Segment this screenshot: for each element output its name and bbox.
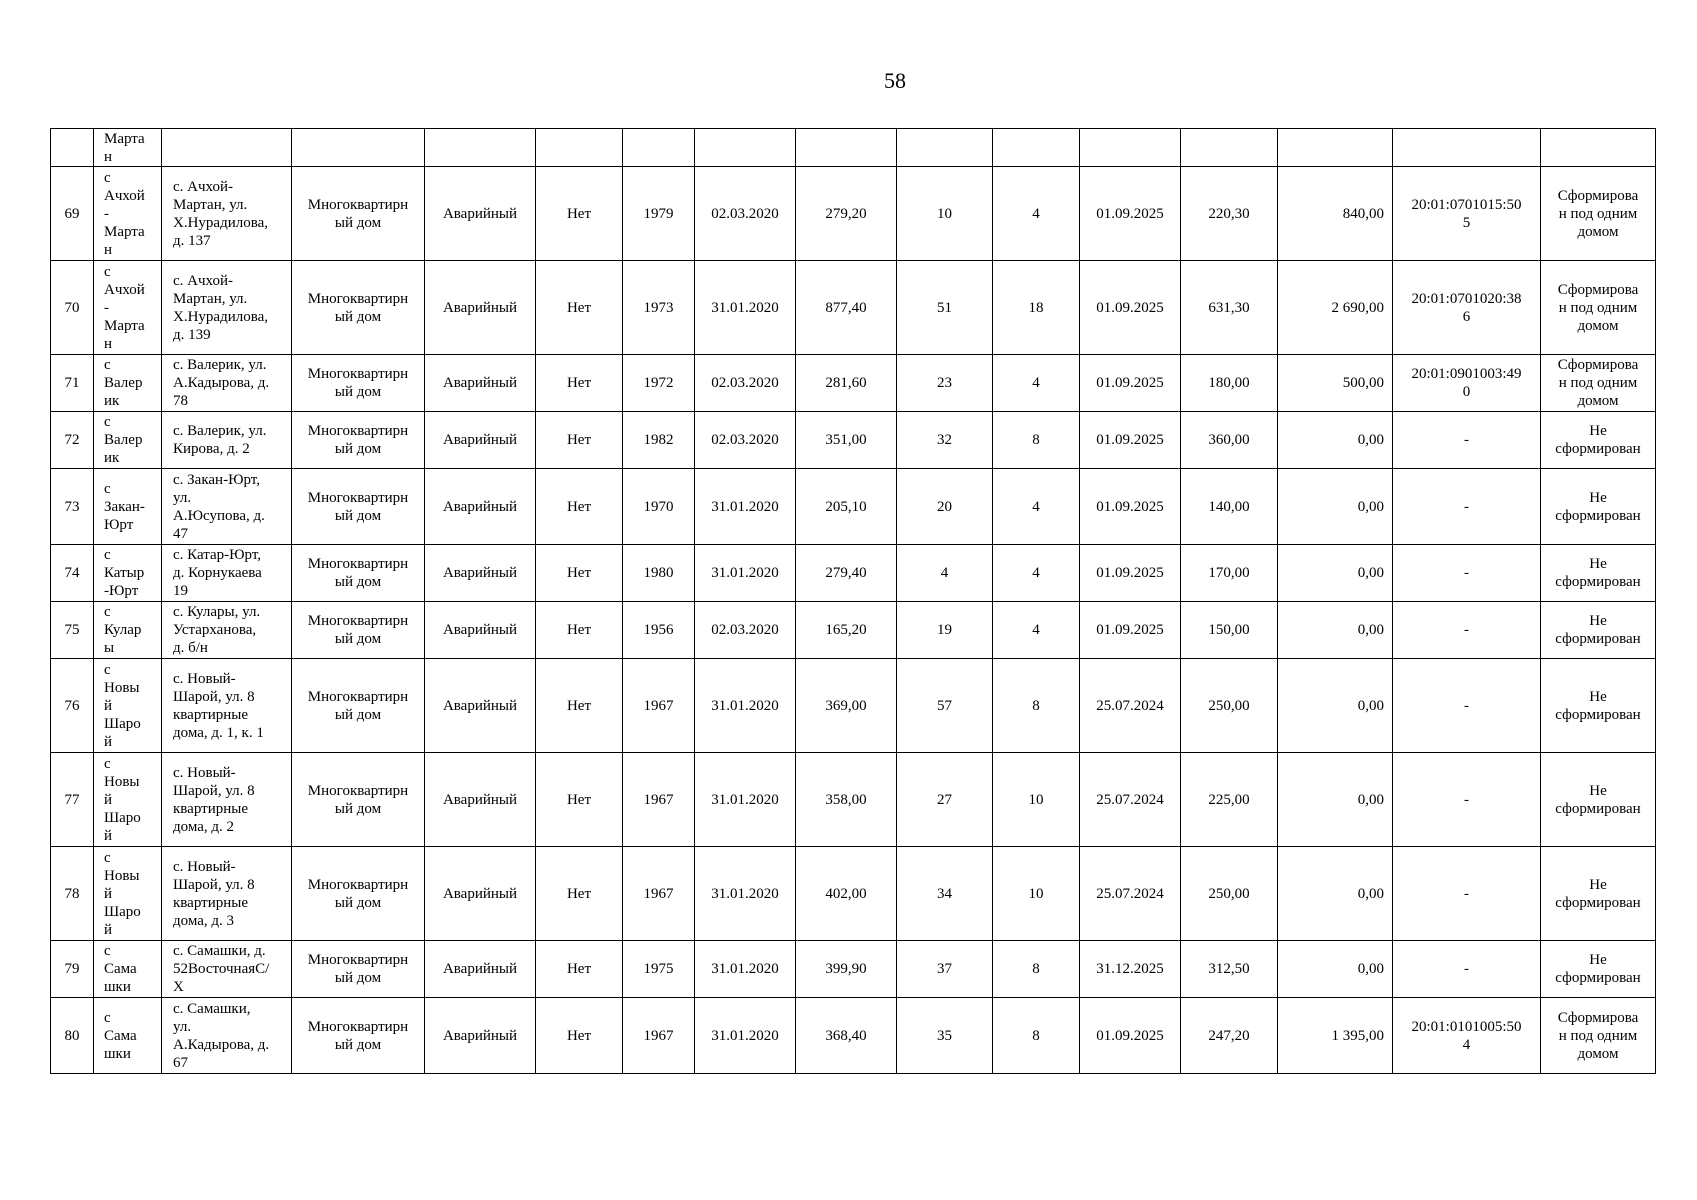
cell-formed (1541, 129, 1656, 167)
cell-address (162, 129, 292, 167)
cell-date: 31.01.2020 (695, 659, 796, 753)
cell-area2: 225,00 (1181, 753, 1278, 847)
cell-address: с. Самашки, д. 52ВосточнаяС/ Х (162, 941, 292, 998)
cell-type: Многоквартирн ый дом (292, 998, 425, 1074)
cell-status: Аварийный (425, 469, 536, 545)
cell-cadastral: 20:01:0701020:38 6 (1393, 261, 1541, 355)
cell-type: Многоквартирн ый дом (292, 659, 425, 753)
cell-status: Аварийный (425, 659, 536, 753)
cell-deadline: 25.07.2024 (1080, 847, 1181, 941)
cell-land: 0,00 (1278, 412, 1393, 469)
table-row (51, 941, 1656, 998)
table-row (51, 261, 1656, 355)
cell-flag: Нет (536, 469, 623, 545)
cell-date: 31.01.2020 (695, 998, 796, 1074)
cell-area2: 180,00 (1181, 355, 1278, 412)
cell-land: 0,00 (1278, 753, 1393, 847)
cell-status (425, 129, 536, 167)
cell-formed: Сформирова н под одним домом (1541, 167, 1656, 261)
cell-land: 2 690,00 (1278, 261, 1393, 355)
cell-number: 69 (51, 167, 94, 261)
cell-deadline: 25.07.2024 (1080, 659, 1181, 753)
cell-cadastral: - (1393, 602, 1541, 659)
cell-apartments: 4 (993, 355, 1080, 412)
cell-cadastral: - (1393, 469, 1541, 545)
cell-date: 31.01.2020 (695, 261, 796, 355)
cell-land: 1 395,00 (1278, 998, 1393, 1074)
cell-status: Аварийный (425, 412, 536, 469)
cell-land: 840,00 (1278, 167, 1393, 261)
cell-formed: Сформирова н под одним домом (1541, 998, 1656, 1074)
cell-formed: Сформирова н под одним домом (1541, 261, 1656, 355)
cell-area2: 250,00 (1181, 659, 1278, 753)
table-row (51, 847, 1656, 941)
cell-settlement: с Сама шки (94, 998, 162, 1074)
cell-flag: Нет (536, 412, 623, 469)
cell-number: 77 (51, 753, 94, 847)
cell-flag: Нет (536, 753, 623, 847)
cell-deadline: 01.09.2025 (1080, 355, 1181, 412)
cell-number: 75 (51, 602, 94, 659)
cell-land: 0,00 (1278, 941, 1393, 998)
cell-area: 877,40 (796, 261, 897, 355)
cell-apartments: 4 (993, 469, 1080, 545)
cell-flag: Нет (536, 261, 623, 355)
cell-cadastral (1393, 129, 1541, 167)
cell-area2: 247,20 (1181, 998, 1278, 1074)
cell-apartments (993, 129, 1080, 167)
cell-settlement: с Кулар ы (94, 602, 162, 659)
cell-status: Аварийный (425, 602, 536, 659)
cell-settlement: с Новы й Шаро й (94, 753, 162, 847)
cell-number (51, 129, 94, 167)
cell-area2: 312,50 (1181, 941, 1278, 998)
cell-settlement: с Ачхой - Марта н (94, 261, 162, 355)
cell-number: 78 (51, 847, 94, 941)
cell-flag: Нет (536, 545, 623, 602)
cell-year: 1970 (623, 469, 695, 545)
cell-cadastral: - (1393, 545, 1541, 602)
cell-deadline: 01.09.2025 (1080, 602, 1181, 659)
cell-deadline: 01.09.2025 (1080, 167, 1181, 261)
cell-cadastral: - (1393, 847, 1541, 941)
cell-residents: 10 (897, 167, 993, 261)
cell-residents: 35 (897, 998, 993, 1074)
cell-cadastral: 20:01:0101005:50 4 (1393, 998, 1541, 1074)
cell-date: 02.03.2020 (695, 412, 796, 469)
cell-land: 0,00 (1278, 545, 1393, 602)
cell-status: Аварийный (425, 941, 536, 998)
cell-year: 1979 (623, 167, 695, 261)
cell-type (292, 129, 425, 167)
cell-date (695, 129, 796, 167)
table-row (51, 659, 1656, 753)
cell-land: 0,00 (1278, 469, 1393, 545)
cell-residents: 20 (897, 469, 993, 545)
cell-number: 70 (51, 261, 94, 355)
cell-deadline: 01.09.2025 (1080, 261, 1181, 355)
cell-number: 71 (51, 355, 94, 412)
cell-year (623, 129, 695, 167)
cell-settlement: с Ачхой - Марта н (94, 167, 162, 261)
cell-number: 74 (51, 545, 94, 602)
cell-residents: 19 (897, 602, 993, 659)
cell-apartments: 8 (993, 412, 1080, 469)
cell-flag: Нет (536, 602, 623, 659)
cell-address: с. Ачхой- Мартан, ул. Х.Нурадилова, д. 137 (162, 167, 292, 261)
cell-area: 281,60 (796, 355, 897, 412)
cell-area2: 150,00 (1181, 602, 1278, 659)
cell-settlement: с Валер ик (94, 355, 162, 412)
cell-type: Многоквартирн ый дом (292, 412, 425, 469)
cell-residents: 57 (897, 659, 993, 753)
cell-type: Многоквартирн ый дом (292, 469, 425, 545)
page-number: 58 (884, 68, 906, 93)
cell-year: 1967 (623, 753, 695, 847)
cell-area2: 250,00 (1181, 847, 1278, 941)
cell-flag (536, 129, 623, 167)
cell-address: с. Кулары, ул. Устарханова, д. б/н (162, 602, 292, 659)
cell-area: 279,20 (796, 167, 897, 261)
cell-area2: 220,30 (1181, 167, 1278, 261)
cell-flag: Нет (536, 847, 623, 941)
cell-date: 31.01.2020 (695, 941, 796, 998)
cell-residents (897, 129, 993, 167)
cell-residents: 27 (897, 753, 993, 847)
table-row (51, 998, 1656, 1074)
cell-flag: Нет (536, 941, 623, 998)
cell-area2: 170,00 (1181, 545, 1278, 602)
cell-formed: Не сформирован (1541, 412, 1656, 469)
cell-deadline: 01.09.2025 (1080, 998, 1181, 1074)
cell-land (1278, 129, 1393, 167)
cell-date: 02.03.2020 (695, 167, 796, 261)
cell-formed: Не сформирован (1541, 847, 1656, 941)
cell-year: 1975 (623, 941, 695, 998)
cell-number: 73 (51, 469, 94, 545)
cell-year: 1973 (623, 261, 695, 355)
cell-apartments: 4 (993, 545, 1080, 602)
cell-residents: 23 (897, 355, 993, 412)
table-row (51, 412, 1656, 469)
cell-year: 1982 (623, 412, 695, 469)
cell-residents: 34 (897, 847, 993, 941)
cell-status: Аварийный (425, 355, 536, 412)
cell-year: 1956 (623, 602, 695, 659)
cell-cadastral: 20:01:0701015:50 5 (1393, 167, 1541, 261)
cell-formed: Сформирова н под одним домом (1541, 355, 1656, 412)
cell-address: с. Новый- Шарой, ул. 8 квартирные дома, д. 3 (162, 847, 292, 941)
cell-flag: Нет (536, 659, 623, 753)
table-row (51, 167, 1656, 261)
cell-area2: 140,00 (1181, 469, 1278, 545)
cell-type: Многоквартирн ый дом (292, 167, 425, 261)
cell-area: 399,90 (796, 941, 897, 998)
cell-type: Многоквартирн ый дом (292, 355, 425, 412)
cell-type: Многоквартирн ый дом (292, 545, 425, 602)
cell-type: Многоквартирн ый дом (292, 602, 425, 659)
cell-area: 351,00 (796, 412, 897, 469)
cell-number: 72 (51, 412, 94, 469)
cell-settlement: с Катыр -Юрт (94, 545, 162, 602)
cell-status: Аварийный (425, 167, 536, 261)
cell-land: 0,00 (1278, 847, 1393, 941)
cell-area: 368,40 (796, 998, 897, 1074)
housing-register-table (50, 128, 1656, 1074)
cell-year: 1972 (623, 355, 695, 412)
cell-flag: Нет (536, 355, 623, 412)
cell-apartments: 4 (993, 602, 1080, 659)
cell-address: с. Катар-Юрт, д. Корнукаева 19 (162, 545, 292, 602)
cell-date: 02.03.2020 (695, 355, 796, 412)
cell-area (796, 129, 897, 167)
cell-number: 79 (51, 941, 94, 998)
cell-cadastral: - (1393, 412, 1541, 469)
cell-deadline (1080, 129, 1181, 167)
cell-deadline: 25.07.2024 (1080, 753, 1181, 847)
cell-formed: Не сформирован (1541, 941, 1656, 998)
cell-cadastral: - (1393, 941, 1541, 998)
cell-apartments: 8 (993, 941, 1080, 998)
cell-settlement: с Сама шки (94, 941, 162, 998)
cell-settlement: с Новы й Шаро й (94, 847, 162, 941)
cell-date: 31.01.2020 (695, 753, 796, 847)
cell-area: 369,00 (796, 659, 897, 753)
cell-address: с. Валерик, ул. А.Кадырова, д. 78 (162, 355, 292, 412)
cell-flag: Нет (536, 998, 623, 1074)
cell-deadline: 31.12.2025 (1080, 941, 1181, 998)
cell-settlement: Марта н (94, 129, 162, 167)
cell-deadline: 01.09.2025 (1080, 545, 1181, 602)
cell-address: с. Новый- Шарой, ул. 8 квартирные дома, д. 1, к. 1 (162, 659, 292, 753)
cell-formed: Не сформирован (1541, 659, 1656, 753)
cell-area2 (1181, 129, 1278, 167)
cell-date: 31.01.2020 (695, 469, 796, 545)
cell-status: Аварийный (425, 261, 536, 355)
cell-cadastral: - (1393, 753, 1541, 847)
cell-area2: 631,30 (1181, 261, 1278, 355)
cell-address: с. Новый- Шарой, ул. 8 квартирные дома, д. 2 (162, 753, 292, 847)
cell-status: Аварийный (425, 847, 536, 941)
cell-status: Аварийный (425, 753, 536, 847)
cell-address: с. Ачхой- Мартан, ул. Х.Нурадилова, д. 139 (162, 261, 292, 355)
cell-apartments: 10 (993, 847, 1080, 941)
cell-cadastral: 20:01:0901003:49 0 (1393, 355, 1541, 412)
table-row (51, 753, 1656, 847)
cell-area: 205,10 (796, 469, 897, 545)
cell-land: 0,00 (1278, 602, 1393, 659)
cell-status: Аварийный (425, 998, 536, 1074)
cell-number: 76 (51, 659, 94, 753)
cell-address: с. Закан-Юрт, ул. А.Юсупова, д. 47 (162, 469, 292, 545)
cell-residents: 37 (897, 941, 993, 998)
cell-formed: Не сформирован (1541, 753, 1656, 847)
cell-type: Многоквартирн ый дом (292, 941, 425, 998)
cell-address: с. Валерик, ул. Кирова, д. 2 (162, 412, 292, 469)
cell-status: Аварийный (425, 545, 536, 602)
cell-apartments: 8 (993, 659, 1080, 753)
table-row (51, 469, 1656, 545)
cell-area2: 360,00 (1181, 412, 1278, 469)
cell-number: 80 (51, 998, 94, 1074)
table-row (51, 355, 1656, 412)
cell-residents: 51 (897, 261, 993, 355)
cell-date: 31.01.2020 (695, 545, 796, 602)
cell-residents: 32 (897, 412, 993, 469)
cell-deadline: 01.09.2025 (1080, 469, 1181, 545)
cell-area: 165,20 (796, 602, 897, 659)
cell-area: 358,00 (796, 753, 897, 847)
cell-formed: Не сформирован (1541, 602, 1656, 659)
cell-date: 31.01.2020 (695, 847, 796, 941)
cell-formed: Не сформирован (1541, 469, 1656, 545)
cell-year: 1967 (623, 847, 695, 941)
cell-residents: 4 (897, 545, 993, 602)
cell-type: Многоквартирн ый дом (292, 753, 425, 847)
table-row-continuation (51, 129, 1656, 167)
cell-formed: Не сформирован (1541, 545, 1656, 602)
cell-type: Многоквартирн ый дом (292, 847, 425, 941)
cell-settlement: с Закан- Юрт (94, 469, 162, 545)
cell-area: 279,40 (796, 545, 897, 602)
cell-apartments: 8 (993, 998, 1080, 1074)
cell-land: 0,00 (1278, 659, 1393, 753)
cell-year: 1967 (623, 998, 695, 1074)
table-row (51, 602, 1656, 659)
cell-date: 02.03.2020 (695, 602, 796, 659)
cell-flag: Нет (536, 167, 623, 261)
cell-cadastral: - (1393, 659, 1541, 753)
cell-year: 1967 (623, 659, 695, 753)
cell-apartments: 18 (993, 261, 1080, 355)
cell-address: с. Самашки, ул. А.Кадырова, д. 67 (162, 998, 292, 1074)
cell-settlement: с Валер ик (94, 412, 162, 469)
cell-apartments: 4 (993, 167, 1080, 261)
cell-type: Многоквартирн ый дом (292, 261, 425, 355)
cell-settlement: с Новы й Шаро й (94, 659, 162, 753)
cell-apartments: 10 (993, 753, 1080, 847)
table-row (51, 545, 1656, 602)
cell-area: 402,00 (796, 847, 897, 941)
cell-deadline: 01.09.2025 (1080, 412, 1181, 469)
cell-year: 1980 (623, 545, 695, 602)
cell-land: 500,00 (1278, 355, 1393, 412)
